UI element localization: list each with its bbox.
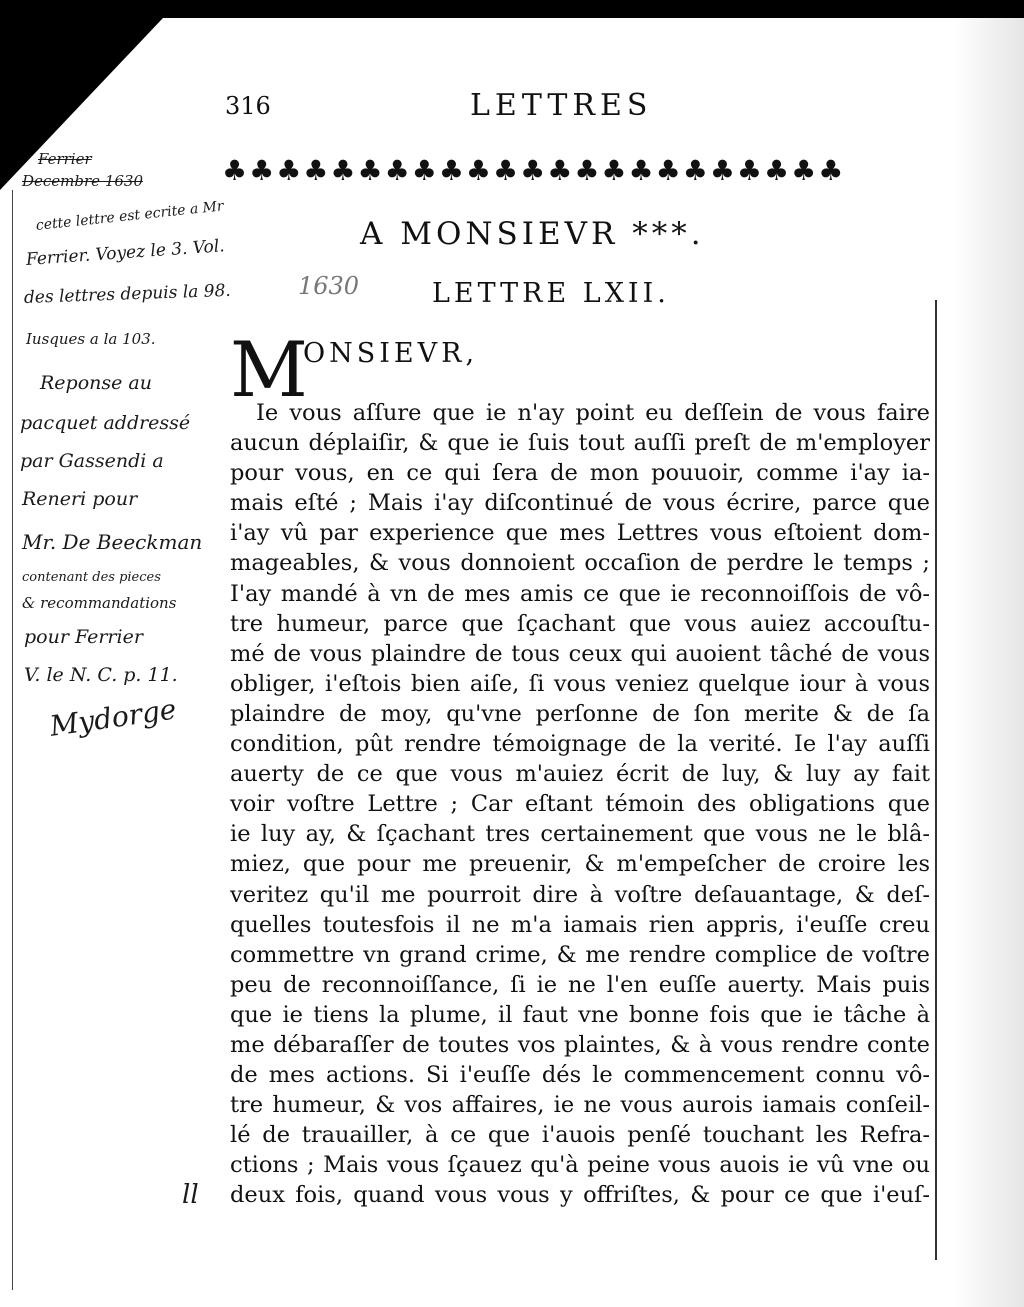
body-line: aucun déplaiſir, & que ie ſuis tout auſſi preſt de m'employer bbox=[230, 430, 930, 457]
body-line: i'ay vû par experience que mes Lettres vous eſtoient dom- bbox=[230, 520, 930, 547]
reply-note-line: Reponse au bbox=[40, 372, 152, 394]
annotation-line: Iusques a la 103. bbox=[26, 330, 156, 348]
body-line: plaindre de moy, qu'vne perſonne de ſon merite & de ſa bbox=[230, 700, 930, 727]
body-line: mé de vous plaindre de tous ceux qui auoient tâché de vous bbox=[230, 640, 930, 667]
body-line: mageables, & vous donnoient occaſion de perdre le temps ; bbox=[230, 550, 930, 577]
letter-addressee: A MONSIEVR ***. bbox=[360, 216, 705, 252]
annotation-line: Ferrier. Voyez le 3. Vol. bbox=[25, 236, 226, 270]
body-line: veritez qu'il me pourroit dire à voſtre deſauantage, & deſ- bbox=[230, 881, 930, 908]
body-line: que ie tiens la plume, il faut vne bonne fois que ie tâche à bbox=[230, 1001, 930, 1028]
reply-note-line: & recommandations bbox=[22, 594, 177, 612]
body-line: ie luy ay, & ſçachant tres certainement que vous ne le blâ- bbox=[230, 821, 930, 848]
reply-note-line: Mr. De Beeckman bbox=[22, 530, 203, 554]
body-line: tre humeur, parce que ſçachant que vous auiez accouſtu- bbox=[230, 610, 930, 637]
reply-note-line: Reneri pour bbox=[22, 488, 138, 510]
body-line: voir voſtre Lettre ; Car eſtant témoin des obligations que bbox=[230, 791, 930, 818]
letter-number: LETTRE LXII. bbox=[432, 278, 670, 309]
reply-note-line: contenant des pieces bbox=[22, 570, 161, 585]
running-head: LETTRES bbox=[470, 88, 653, 123]
body-line: lé de trauailler, à ce que i'auois penſé touchant les Refra- bbox=[230, 1122, 930, 1149]
reply-note-line: pour Ferrier bbox=[24, 626, 143, 648]
reply-note-line: pacquet addressé bbox=[20, 412, 191, 434]
body-line: condition, pût rendre témoignage de la verité. Ie l'ay auſſi bbox=[230, 731, 930, 758]
struck-annotation: Ferrier bbox=[38, 150, 92, 168]
body-line: Ie vous aſſure que ie n'ay point eu deſſein de vous faire bbox=[256, 400, 930, 426]
body-line: pour vous, en ce qui ſera de mon pouuoir, comme i'ay ia- bbox=[230, 460, 930, 487]
reply-note-line: V. le N. C. p. 11. bbox=[24, 664, 178, 686]
body-line: tre humeur, & vos affaires, ie ne vous aurois iamais conſeil- bbox=[230, 1092, 930, 1119]
pencil-annotation: 1630 bbox=[298, 272, 360, 300]
letter-body bbox=[230, 398, 930, 1211]
bottom-margin-mark: ll bbox=[182, 1180, 199, 1210]
body-line: ctions ; Mais vous ſçauez qu'à peine vous auois ie vû vne ou bbox=[230, 1152, 930, 1179]
body-line: deux fois, quand vous vous y offriſtes, & pour ce que i'euſ- bbox=[230, 1182, 930, 1209]
body-line: mais eſté ; Mais i'ay diſcontinué de vous écrire, parce que bbox=[230, 490, 930, 517]
fleuron-ornament-band: ♣♣♣♣♣♣♣♣♣♣♣♣♣♣♣♣♣♣♣♣♣♣♣ bbox=[222, 154, 846, 187]
annotation-line: cette lettre est ecrite a Mr bbox=[35, 198, 225, 234]
body-line: commettre vn grand crime, & me rendre complice de voſtre bbox=[230, 941, 930, 968]
drop-cap: M bbox=[230, 325, 308, 414]
salutation: ONSIEVR, bbox=[303, 338, 479, 369]
left-page-edge-line bbox=[12, 190, 13, 1290]
scan-right-margin bbox=[954, 18, 1024, 1307]
struck-annotation: Decembre 1630 bbox=[22, 172, 143, 190]
body-line: me débaraſſer de toutes vos plaintes, & à vous rendre conte bbox=[230, 1031, 930, 1058]
body-line: quelles toutesfois il ne m'a iamais rien appris, i'euſſe creu bbox=[230, 911, 930, 938]
body-line: obliger, i'eſtois bien aiſe, ſi vous veniez quelque iour à vous bbox=[230, 670, 930, 697]
signature: Mydorge bbox=[47, 692, 179, 743]
reply-note-line: par Gassendi a bbox=[20, 450, 164, 472]
body-line: I'ay mandé à vn de mes amis ce que ie reconnoiſſois de vô- bbox=[230, 580, 930, 607]
body-line: auerty de ce que vous m'auiez écrit de luy, & luy ay fait bbox=[230, 761, 930, 788]
annotation-line: des lettres depuis la 98. bbox=[23, 280, 232, 308]
page-number: 316 bbox=[225, 92, 271, 120]
body-line: miez, que pour me preuenir, & m'empeſcher de croire les bbox=[230, 851, 930, 878]
body-line: peu de reconnoiſſance, ſi ie ne l'en euſſe auerty. Mais puis bbox=[230, 971, 930, 998]
page-edge-line bbox=[935, 300, 937, 1260]
body-line: de mes actions. Si i'euſſe dés le commencement connu vô- bbox=[230, 1062, 930, 1089]
